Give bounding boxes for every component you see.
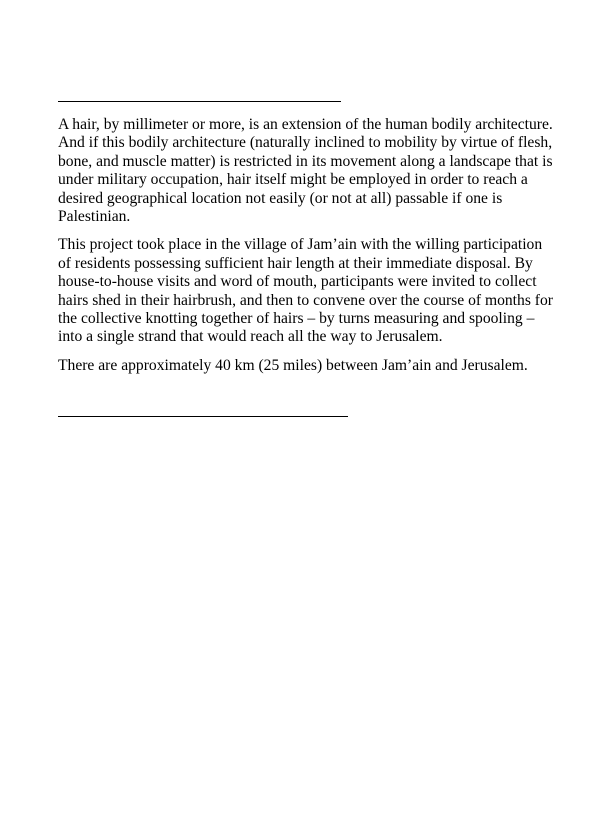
paragraph-project-description: This project took place in the village of Jam’ain with the willing participation of residents possessing sufficient hair length at their immediate disposal. By house-to-house visits and word of mouth, participants were invited to collect hairs shed in their hairbrush, and then to convene over the course of months for the collective knotting together of hairs – by turns measuring and spooling – into a single strand that would reach all the way to Jerusalem. xyxy=(58,236,553,346)
paragraph-distance: There are approximately 40 km (25 miles) between Jam’ain and Jerusalem. xyxy=(58,356,528,374)
body-text xyxy=(58,116,558,375)
top-horizontal-rule xyxy=(58,101,341,102)
paragraph-hair-architecture: A hair, by millimeter or more, is an extension of the human bodily architecture. And if this bodily architecture (naturally inclined to mobility by virtue of flesh, bone, and muscle matter) is restricted in its movement along a landscape that is under military occupation, hair itself might be employed in order to reach a desired geographical location not easily (or not at all) passable if one is Palestinian. xyxy=(58,116,553,226)
bottom-horizontal-rule xyxy=(58,416,348,417)
